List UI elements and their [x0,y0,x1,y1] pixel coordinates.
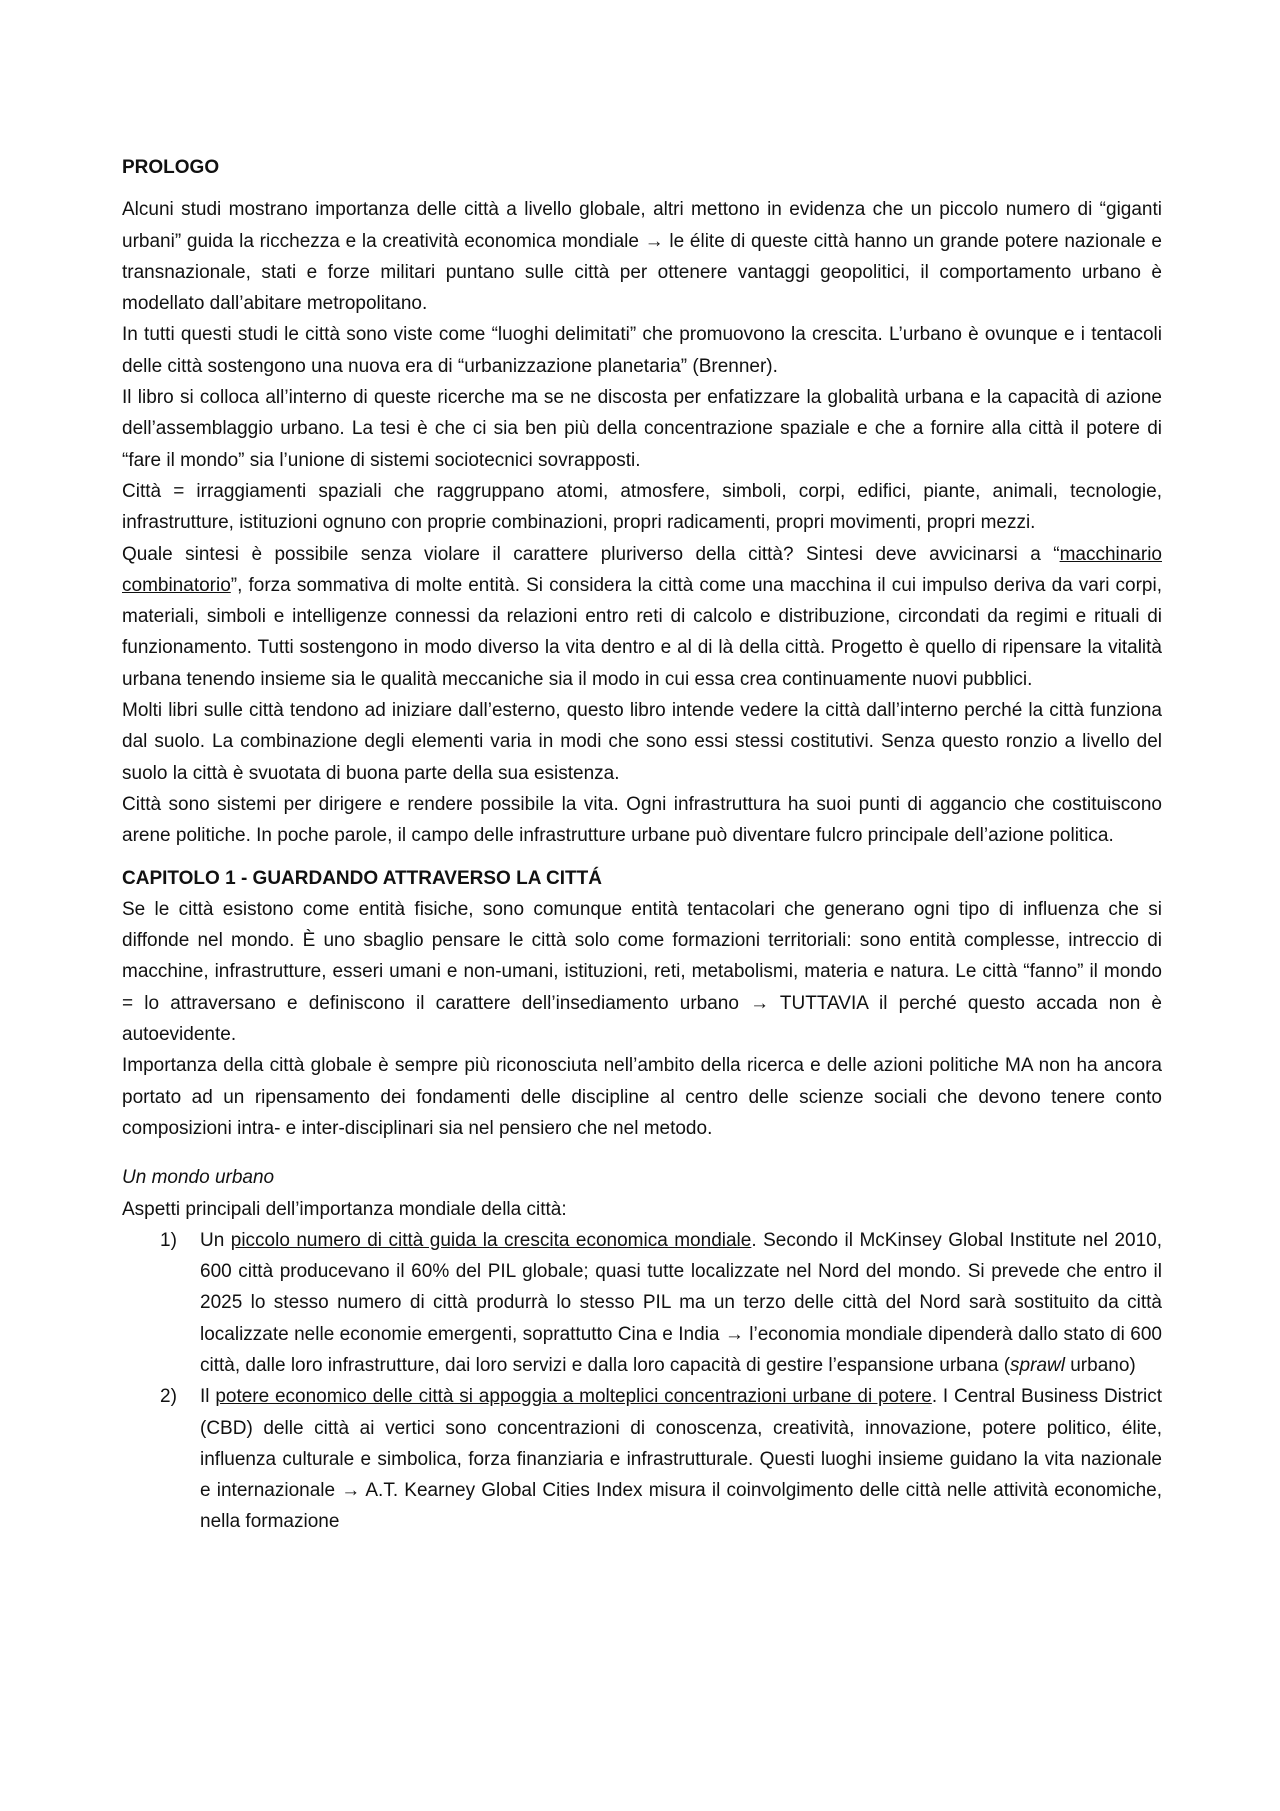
arrow-right-icon: → [750,992,770,1014]
capitolo-1-paragraph-2: Importanza della città globale è sempre più riconosciuta nell’ambito della ricerca e delle azioni politiche MA non ha ancora portato ad un ripensamento dei fondamenti delle discipline al centro delle scienze sociali che devono tenere conto composizioni intra- e inter-disciplinari sia nel pensiero che nel metodo. [122,1055,1162,1139]
prologo-paragraph-6: Molti libri sulle città tendono ad iniziare dall’esterno, questo libro intende vedere la città dall’interno perché la città funziona dal suolo. La combinazione degli elementi varia in modi che sono essi stessi costitutivi. Senza questo ronzio a livello del suolo la città è svuotata di buona parte della sua esistenza. [122,700,1162,784]
section-subtitle: Un mondo urbano [122,1167,275,1189]
list-intro: Aspetti principali dell’importanza mondiale della città: [122,1198,567,1220]
prologo-paragraph-2: In tutti questi studi le città sono viste come “luoghi delimitati” che promuovono la crescita. L’urbano è ovunque e i tentacoli delle città sostengono una nuova era di “urbanizzazione planetaria” (Brenner). [122,324,1162,377]
list-item: 2) Il potere economico delle città si appoggia a molteplici concentrazioni urbane di potere. I Central Business District (CBD) delle città ai vertici sono concentrazioni di conoscenza, creatività, innovazione, potere politico, élite, influenza culturale e simbolica, forza finanziaria e infrastrutturale. Questi luoghi insieme guidano la vita nazionale e internazionale → A.T. Kearney Global Cities Index misura il coinvolgimento delle città nelle attività economiche, nella formazione [122,1381,1162,1537]
underlined-term: piccolo numero di città guida la crescita economica mondiale [230,1229,752,1251]
capitolo-1-heading: CAPITOLO 1 - GUARDANDO ATTRAVERSO LA CITTÁ [122,867,602,889]
prologo-paragraph-4: Città = irraggiamenti spaziali che raggruppano atomi, atmosfere, simboli, corpi, edifici, piante, animali, tecnologie, infrastrutture, istituzioni ognuno con proprie combinazioni, propri radicamenti, propri movimenti, propri mezzi. [122,480,1162,534]
numbered-list [122,1225,1162,1538]
prologo-paragraph-3: Il libro si colloca all’interno di queste ricerche ma se ne discosta per enfatizzare la globalità urbana e la capacità di azione dell’assemblaggio urbano. La tesi è che ci sia ben più della concentrazione spaziale e che a fornire alla città il potere di “fare il mondo” sia l’unione di sistemi sociotecnici sovrapposti. [122,387,1162,471]
prologo-paragraph-5: Quale sintesi è possibile senza violare il carattere pluriverso della città? Sintesi deve avvicinarsi a “macchinario combinatorio”, forza sommativa di molte entità. Si considera la città come una macchina il cui impulso deriva da vari corpi, materiali, simboli e intelligenze connessi da relazioni entro reti di calcolo e distribuzione, circondati da regimi e rituali di funzionamento. Tutti sostengono in modo diverso la vita dentro e al di là della città. Progetto è quello di ripensare la vitalità urbana tenendo insieme sia le qualità meccaniche sia il modo in cui essa crea continuamente nuovi pubblici. [122,543,1162,690]
prologo-paragraph-7: Città sono sistemi per dirigere e rendere possibile la vita. Ogni infrastruttura ha suoi punti di aggancio che costituiscono arene politiche. In poche parole, il campo delle infrastrutture urbane può diventare fulcro principale dell’azione politica. [122,793,1162,847]
list-number: 1) [160,1229,177,1251]
list-item: 1) Un piccolo numero di città guida la crescita economica mondiale. Secondo il McKinsey Global Institute nel 2010, 600 città producevano il 60% del PIL globale; quasi tutte localizzate nel Nord del mondo. Si prevede che entro il 2025 lo stesso numero di città produrrà lo stesso PIL ma un terzo delle città del Nord sarà sostituito da città localizzate nelle economie emergenti, soprattutto Cina e India → l’economia mondiale dipenderà dallo stato di 600 città, dalle loro infrastrutture, dai loro servizi e dalla loro capacità di gestire l’espansione urbana (sprawl urbano) [122,1225,1162,1381]
prologo-paragraph-1: Alcuni studi mostrano importanza delle città a livello globale, altri mettono in evidenza che un piccolo numero di “giganti urbani” guida la ricchezza e la creatività economica mondiale → le élite di queste città hanno un grande potere nazionale e transnazionale, stati e forze militari puntano sulle città per ottenere vantaggi geopolitici, il comportamento urbano è modellato dall’abitare metropolitano. [122,199,1162,315]
document-page [122,152,1162,1538]
italic-term: sprawl [1010,1354,1065,1376]
prologo-heading: PROLOGO [122,157,220,178]
underlined-term: macchinario combinatorio [122,543,1162,596]
list-number: 2) [160,1386,177,1408]
underlined-term: potere economico delle città si appoggia a molteplici concentrazioni urbane di potere [215,1386,932,1408]
capitolo-1-paragraph-1: Se le città esistono come entità fisiche, sono comunque entità tentacolari che generano ogni tipo di influenza che si diffonde nel mondo. È uno sbaglio pensare le città solo come formazioni territoriali: sono entità complesse, intreccio di macchine, infrastrutture, esseri umani e non-umani, istituzioni, reti, metabolismi, materia e natura. Le città “fanno” il mondo = lo attraversano e definiscono il carattere dell’insediamento urbano → TUTTAVIA il perché questo accada non è autoevidente. [122,898,1163,1046]
arrow-right-icon: → [724,1323,744,1345]
arrow-right-icon: → [341,1480,361,1502]
arrow-right-icon: → [644,230,664,252]
